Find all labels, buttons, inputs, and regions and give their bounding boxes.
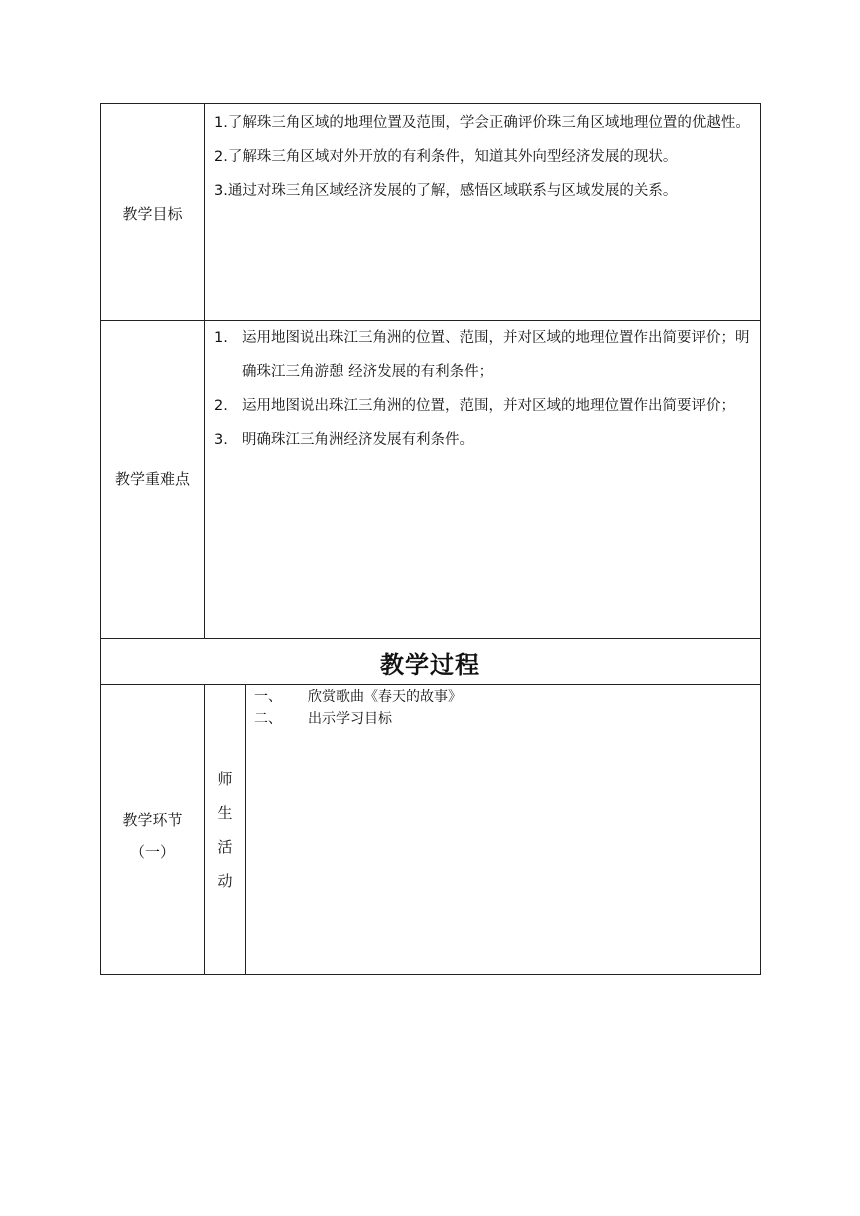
row2-bottom-border [100, 638, 761, 639]
side-label-char: 生 [217, 804, 233, 822]
key-point-number: 1. [214, 330, 228, 346]
teaching-stage-label [101, 804, 204, 868]
teaching-objectives-label: 教学目标 [122, 205, 183, 223]
process-step-index: 二、 [254, 711, 282, 727]
label-column-divider-bottom [204, 684, 205, 975]
objective-item: 1.了解珠三角区域的地理位置及范围，学会正确评价珠三角区域地理位置的优越性。 [214, 115, 750, 131]
key-point-number: 2. [214, 398, 228, 414]
objective-item: 2.了解珠三角区域对外开放的有利条件，知道其外向型经济发展的现状。 [214, 149, 678, 165]
key-point-text: 运用地图说出珠江三角洲的位置、范围，并对区域的地理位置作出简要评价；明确珠江三角游憩 经济发展的有利条件； [242, 330, 750, 380]
key-point-number: 3. [214, 432, 228, 448]
objective-item: 3.通过对珠三角区域经济发展的了解，感悟区域联系与区域发展的关系。 [214, 183, 678, 199]
key-point-item [214, 321, 754, 389]
key-difficult-points-content [214, 321, 754, 457]
process-step-text: 欣赏歌曲《春天的故事》 [308, 689, 462, 705]
table-bottom-border [100, 974, 761, 975]
table-right-border [760, 103, 761, 975]
key-point-item [214, 423, 754, 457]
process-steps-list [254, 686, 462, 730]
process-step [254, 708, 462, 730]
side-label-char: 师 [217, 770, 233, 788]
teaching-stage-label-line1: 教学环节 [122, 811, 183, 829]
side-label-char: 动 [217, 872, 233, 890]
table-top-border [100, 103, 761, 104]
label-column-divider-top [204, 103, 205, 639]
process-step-text: 出示学习目标 [308, 711, 392, 727]
side-label-column-divider [245, 684, 246, 975]
process-step [254, 686, 462, 708]
teaching-process-title: 教学过程 [380, 651, 480, 679]
teaching-stage-label-line2: （一） [129, 843, 175, 861]
teaching-objectives-content [214, 106, 754, 208]
key-point-text: 运用地图说出珠江三角洲的位置，范围，并对区域的地理位置作出简要评价； [242, 398, 735, 414]
side-label-char: 活 [217, 838, 233, 856]
key-difficult-points-label: 教学重难点 [114, 470, 190, 488]
key-point-item [214, 389, 754, 423]
teacher-student-activity-label [206, 762, 244, 898]
key-point-text: 明确珠江三角洲经济发展有利条件。 [242, 432, 474, 448]
process-step-index: 一、 [254, 689, 282, 705]
section-bottom-border [100, 684, 761, 685]
